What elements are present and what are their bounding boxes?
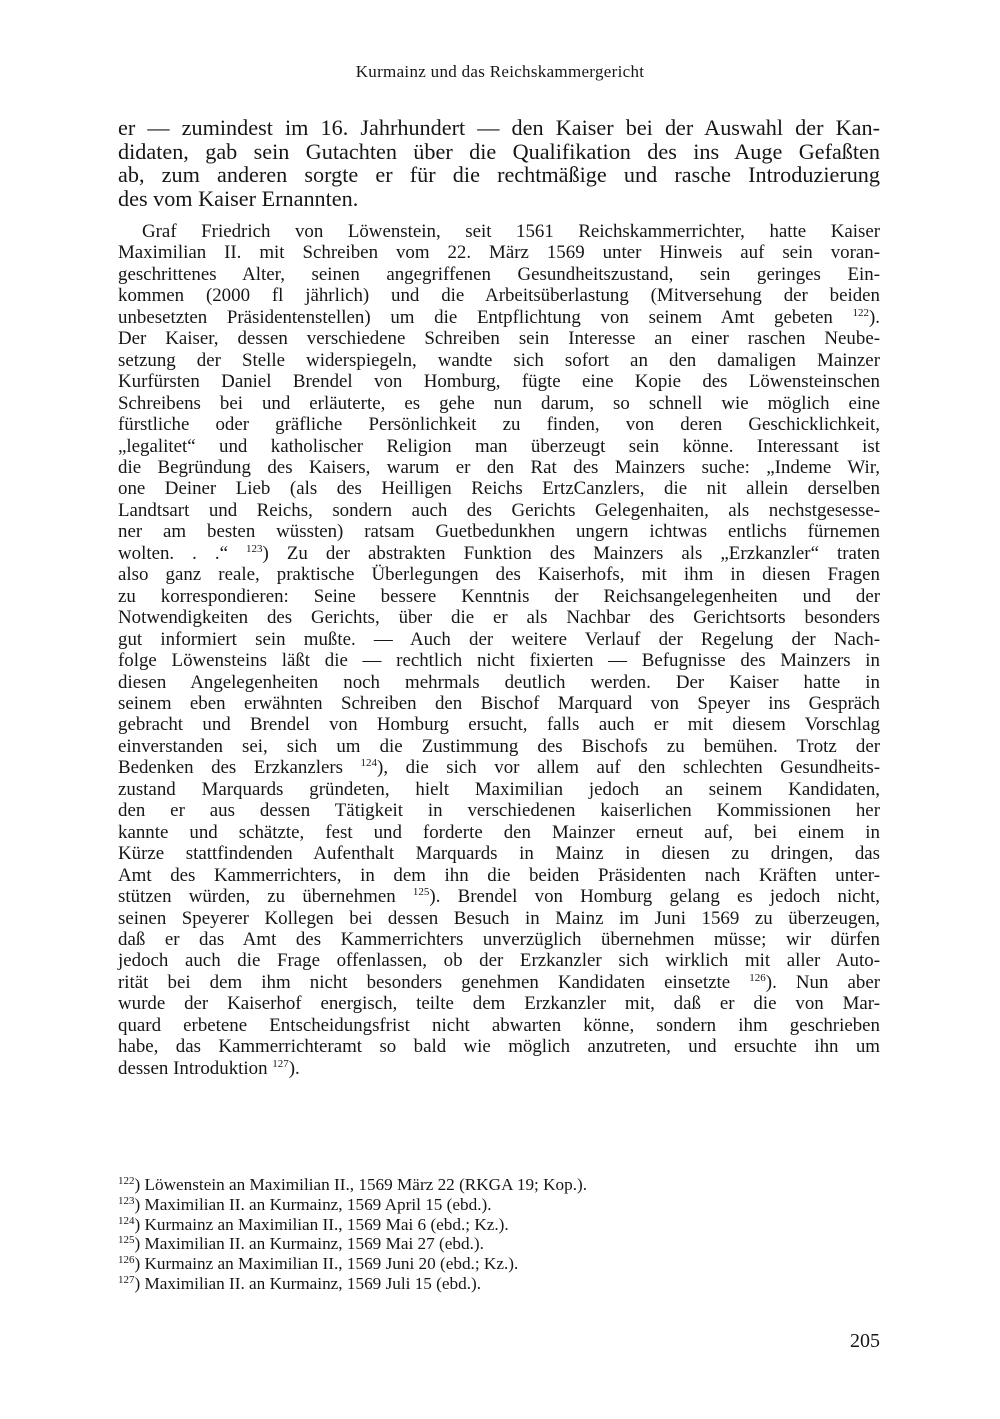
footnote xyxy=(118,1175,880,1195)
body-text xyxy=(118,116,880,1079)
footnote-ref-122: 122 xyxy=(852,306,869,319)
running-head: Kurmainz und das Reichskammergericht xyxy=(355,62,645,81)
text-line xyxy=(118,1058,880,1079)
text-line: Landtsart und Reichs, sondern auch des Gerichts Gelegenhaiten, als nechstgesesse- xyxy=(118,499,880,521)
text-line: kannte und schätzte, fest und forderte den Mainzer erneut auf, bei einem in xyxy=(118,821,880,843)
text-segment: rität bei dem ihm nicht besonders genehmen Kandidaten einsetzte xyxy=(118,971,750,993)
text-line: den er aus dessen Tätigkeit in verschiedenen kaiserlichen Kommissionen her xyxy=(118,800,880,822)
footnote-text: ) Kurmainz an Maximilian II., 1569 Juni 20 (ebd.; Kz.). xyxy=(134,1254,519,1274)
text-segment: ). Nun aber xyxy=(765,971,881,993)
footnote-number: 123 xyxy=(118,1194,135,1207)
text-segment: unbesetzten Präsidentenstellen) um die Entpflichtung von seinem Amt gebeten xyxy=(118,306,853,328)
footnote xyxy=(118,1254,880,1274)
footnote-number: 127 xyxy=(118,1273,135,1286)
footnote xyxy=(118,1274,880,1294)
lead-paragraph xyxy=(118,116,880,210)
text-line: zu korrespondieren: Seine bessere Kenntnis der Reichsangelegenheiten und der xyxy=(118,585,880,607)
text-line: Maximilian II. mit Schreiben vom 22. März 1569 unter Hinweis auf sein voran- xyxy=(118,242,880,264)
text-line xyxy=(118,886,880,907)
text-line: gebracht und Brendel von Homburg ersucht, falls auch er mit diesem Vorschlag xyxy=(118,714,880,736)
text-segment: dessen Introduktion xyxy=(118,1057,273,1079)
footnote-text: ) Löwenstein an Maximilian II., 1569 März 22 (RKGA 19; Kop.). xyxy=(134,1175,588,1194)
footnote-ref-124: 124 xyxy=(360,757,378,770)
text-line: diesen Angelegenheiten noch mehrmals deutlich werden. Der Kaiser hatte in xyxy=(118,671,880,693)
text-line: Notwendigkeiten des Gerichts, über die er als Nachbar des Gerichtsorts besonders xyxy=(118,607,880,629)
text-line: „legalitet“ und katholischer Religion man überzeugt sein könne. Interessant ist xyxy=(118,435,880,457)
text-line: Der Kaiser, dessen verschiedene Schreiben sein Interesse an einer raschen Neube- xyxy=(118,328,880,350)
text-line: Schreibens bei und erläuterte, es gehe nun darum, so schnell wie möglich eine xyxy=(118,392,880,414)
text-segment: ) Zu der abstrakten Funktion des Mainzers als „Erzkanzler“ traten xyxy=(262,542,880,564)
footnote-text: ) Maximilian II. an Kurmainz, 1569 Mai 27 (ebd.). xyxy=(134,1234,484,1254)
text-line: quard erbetene Entscheidungsfrist nicht abwarten könne, sondern ihm geschrieben xyxy=(118,1014,880,1036)
text-line xyxy=(118,757,880,778)
footnote-ref-127: 127 xyxy=(272,1057,289,1070)
text-line: zustand Marquards gründeten, hielt Maximilian jedoch an seinem Kandidaten, xyxy=(118,778,880,800)
page-number: 205 xyxy=(850,1330,880,1352)
text-segment: ). xyxy=(868,306,880,328)
text-line: setzung der Stelle widerspiegeln, wandte sich sofort an den damaligen Mainzer xyxy=(118,349,880,371)
text-line: ab, zum anderen sorgte er für die rechtmäßige und rasche Introduzierung xyxy=(118,162,880,187)
text-line: kommen (2000 fl jährlich) und die Arbeitsüberlastung (Mitversehung der beiden xyxy=(118,285,880,307)
footnote-ref-125: 125 xyxy=(412,886,430,899)
footnote-ref-123: 123 xyxy=(246,542,263,555)
text-line xyxy=(118,972,880,993)
text-line: Kürze stattfindenden Aufenthalt Marquards in Mainz in diesen zu dringen, das xyxy=(118,843,880,865)
text-line: ner am besten wüssten) ratsam Guetbedunkhen ungern ichtwas entlichs fürnemen xyxy=(118,521,880,543)
text-line: jedoch auch die Frage offenlassen, ob der Erzkanzler sich wirklich mit aller Auto- xyxy=(118,950,880,972)
text-line: einverstanden sei, sich um die Zustimmung des Bischofs zu bemühen. Trotz der xyxy=(118,735,880,757)
footnote-number: 122 xyxy=(118,1175,135,1187)
text-segment: stützen würden, zu übernehmen xyxy=(118,886,413,908)
text-line: Graf Friedrich von Löwenstein, seit 1561 Reichskammerrichter, hatte Kaiser xyxy=(142,221,880,242)
text-line: geschrittenes Alter, seinen angegriffenen Gesundheitszustand, sein geringes Ein- xyxy=(118,263,880,285)
text-line: folge Löwensteins läßt die — rechtlich nicht fixierten — Befugnisse des Mainzers in xyxy=(118,650,880,672)
text-line: wurde der Kaiserhof energisch, teilte dem Erzkanzler mit, daß er die von Mar- xyxy=(118,993,880,1015)
main-paragraph xyxy=(118,221,880,1079)
text-line: daß er das Amt des Kammerrichters unverzüglich übernehmen müsse; wir dürfen xyxy=(118,928,880,950)
text-line: one Deiner Lieb (als des Heilligen Reichs ErtzCanzlers, die nit allein derselben xyxy=(118,478,880,500)
footnote xyxy=(118,1195,880,1215)
footnote-number: 125 xyxy=(118,1234,135,1247)
text-line xyxy=(118,307,880,328)
footnote-text: ) Maximilian II. an Kurmainz, 1569 Juli 15 (ebd.). xyxy=(134,1273,482,1293)
text-segment: wolten. . .“ xyxy=(118,542,247,564)
text-line: also ganz reale, praktische Überlegungen des Kaiserhofs, mit ihm in diesen Fragen xyxy=(118,564,880,586)
text-line xyxy=(118,543,880,564)
text-line: seinen Speyerer Kollegen bei dessen Besuch in Mainz im Juni 1569 zu überzeugen, xyxy=(118,907,880,929)
text-segment: Bedenken des Erzkanzlers xyxy=(118,757,361,779)
text-line: die Begründung des Kaisers, warum er den Rat des Mainzers suche: „Indeme Wir, xyxy=(118,456,880,478)
text-line: Amt des Kammerrichters, in dem ihn die beiden Präsidenten nach Kräften unter- xyxy=(118,864,880,886)
text-line: fürstliche oder gräfliche Persönlichkeit zu finden, von deren Geschicklichkeit, xyxy=(118,414,880,436)
text-segment: ). xyxy=(288,1057,300,1079)
text-line: er — zumindest im 16. Jahrhundert — den Kaiser bei der Auswahl der Kan- xyxy=(118,115,880,140)
footnote xyxy=(118,1215,880,1235)
text-line: Kurfürsten Daniel Brendel von Homburg, fügte eine Kopie des Löwensteinschen xyxy=(118,371,880,393)
text-line: des vom Kaiser Ernannten. xyxy=(118,185,359,211)
footnote-text: ) Kurmainz an Maximilian II., 1569 Mai 6 (ebd.; Kz.). xyxy=(134,1214,509,1234)
text-line: seinem eben erwähnten Schreiben den Bischof Marquard von Speyer ins Gespräch xyxy=(118,692,880,714)
footnote-number: 124 xyxy=(118,1214,135,1227)
text-line: habe, das Kammerrichteramt so bald wie möglich anzutreten, und ersuchte ihn um xyxy=(118,1036,880,1058)
text-segment: ), die sich vor allem auf den schlechten Gesundheits- xyxy=(377,757,880,779)
text-line: gut informiert sein mußte. — Auch der weitere Verlauf der Regelung der Nach- xyxy=(118,628,880,650)
text-line: didaten, gab sein Gutachten über die Qualifikation des ins Auge Gefaßten xyxy=(118,138,880,164)
footnote-ref-126: 126 xyxy=(749,971,766,984)
footnote-text: ) Maximilian II. an Kurmainz, 1569 April 15 (ebd.). xyxy=(134,1194,492,1214)
footnote-number: 126 xyxy=(118,1254,135,1267)
footnote xyxy=(118,1234,880,1254)
text-segment: ). Brendel von Homburg gelang es jedoch nicht, xyxy=(429,886,880,908)
footnotes xyxy=(118,1175,880,1294)
